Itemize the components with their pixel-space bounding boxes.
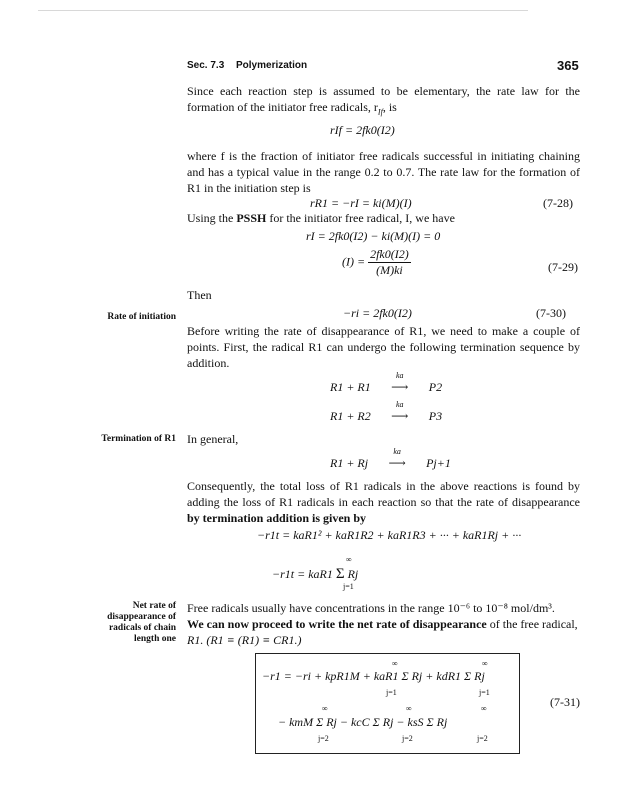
page-number: 365: [557, 58, 579, 73]
equation-7-28: rR1 = −rI = ki(M)(I): [310, 196, 412, 210]
paragraph-7: R1. (R1 ≡ (R1) ≡ CR1.): [187, 633, 302, 647]
in-general-text: In general,: [187, 432, 239, 446]
box-limit-10: j=2: [477, 734, 488, 743]
reaction-2: R1 + R2 ⟶ ka P3: [330, 400, 443, 423]
section-title: Polymerization: [236, 60, 308, 71]
box-limit-7: ∞: [481, 704, 487, 713]
box-limit-8: j=2: [318, 734, 329, 743]
equation-7-29: (I) = $\frac{2fk0(I2)}{(M)ki}$: [342, 247, 409, 277]
section-label: Sec. 7.3: [187, 60, 225, 71]
box-equation-line-2: − kmM Σ Rj − kcC Σ Rj − ksS Σ Rj: [278, 715, 448, 729]
paragraph-2: where f is the fraction of initiator free radicals successful in initiating chaining and has a typical value in the range 0.2 to 0.7. The rate law for the formation of R1 in the initiation step is: [187, 149, 580, 195]
box-limit-3: j=1: [386, 688, 397, 697]
paragraph-4: Consequently, the total loss of R1 radicals in the above reactions is found by adding the loss of R1 radicals in each reaction so that the rate of disappearance by termination addition is given by: [187, 479, 580, 525]
sum-lower-limit: j=1: [343, 582, 354, 591]
equation-number-7-31: (7-31): [550, 695, 580, 709]
paragraph-3: Before writing the rate of disappearance of R1, we need to make a couple of points. First, the radical R1 can undergo the following termination sequence by addition.: [187, 324, 580, 370]
paragraph-5: Free radicals usually have concentrations in the range 10⁻⁶ to 10⁻⁸ mol/dm³.: [187, 601, 555, 615]
paragraph-1: Since each reaction step is assumed to be elementary, the rate law for the formation of the initiator free radicals, $r_{If}$, is: [187, 84, 580, 117]
box-limit-2: ∞: [482, 659, 488, 668]
box-limit-6: ∞: [406, 704, 412, 713]
reaction-1: R1 + R1 ⟶ ka P2: [330, 371, 443, 394]
equation-number-7-28: (7-28): [543, 196, 573, 210]
box-limit-1: ∞: [392, 659, 398, 668]
equation-number-7-29: (7-29): [548, 260, 578, 274]
equation-termination-sum: −r1t = kaR1 Σ Rj: [272, 566, 359, 582]
equation-termination-rate: −r1t = kaR1² + kaR1R2 + kaR1R3 + ··· + kaR1Rj + ···: [257, 528, 522, 542]
paragraph-6: We can now proceed to write the net rate of disappearance of the free radical,: [187, 617, 578, 631]
equation-pssh: rI = 2fk0(I2) − ki(M)(I) = 0: [306, 229, 441, 243]
box-limit-5: ∞: [322, 704, 328, 713]
box-limit-4: j=1: [479, 688, 490, 697]
equation-7-30: −ri = 2fk0(I2): [343, 306, 412, 320]
equation-7-31-box: [255, 653, 520, 754]
pssh-sentence: Using the PSSH for the initiator free radical, I, we have: [187, 211, 455, 225]
then-text: Then: [187, 288, 212, 302]
top-rule: [38, 10, 528, 11]
equation-number-7-30: (7-30): [536, 306, 566, 320]
box-equation-line-1: −r1 = −ri + kpR1M + kaR1 Σ Rj + kdR1 Σ Rj: [262, 669, 485, 683]
margin-termination: Termination of R1: [101, 434, 176, 444]
sum-upper-limit: ∞: [346, 555, 352, 564]
margin-net-rate: Net rate of disappearance of radicals of chain length one: [107, 601, 176, 644]
equation-rif: rIf = 2fk0(I2): [330, 123, 395, 137]
margin-rate-of-initiation: Rate of initiation: [107, 312, 176, 322]
box-limit-9: j=2: [402, 734, 413, 743]
reaction-general: R1 + Rj ⟶ ka Pj+1: [330, 447, 451, 470]
